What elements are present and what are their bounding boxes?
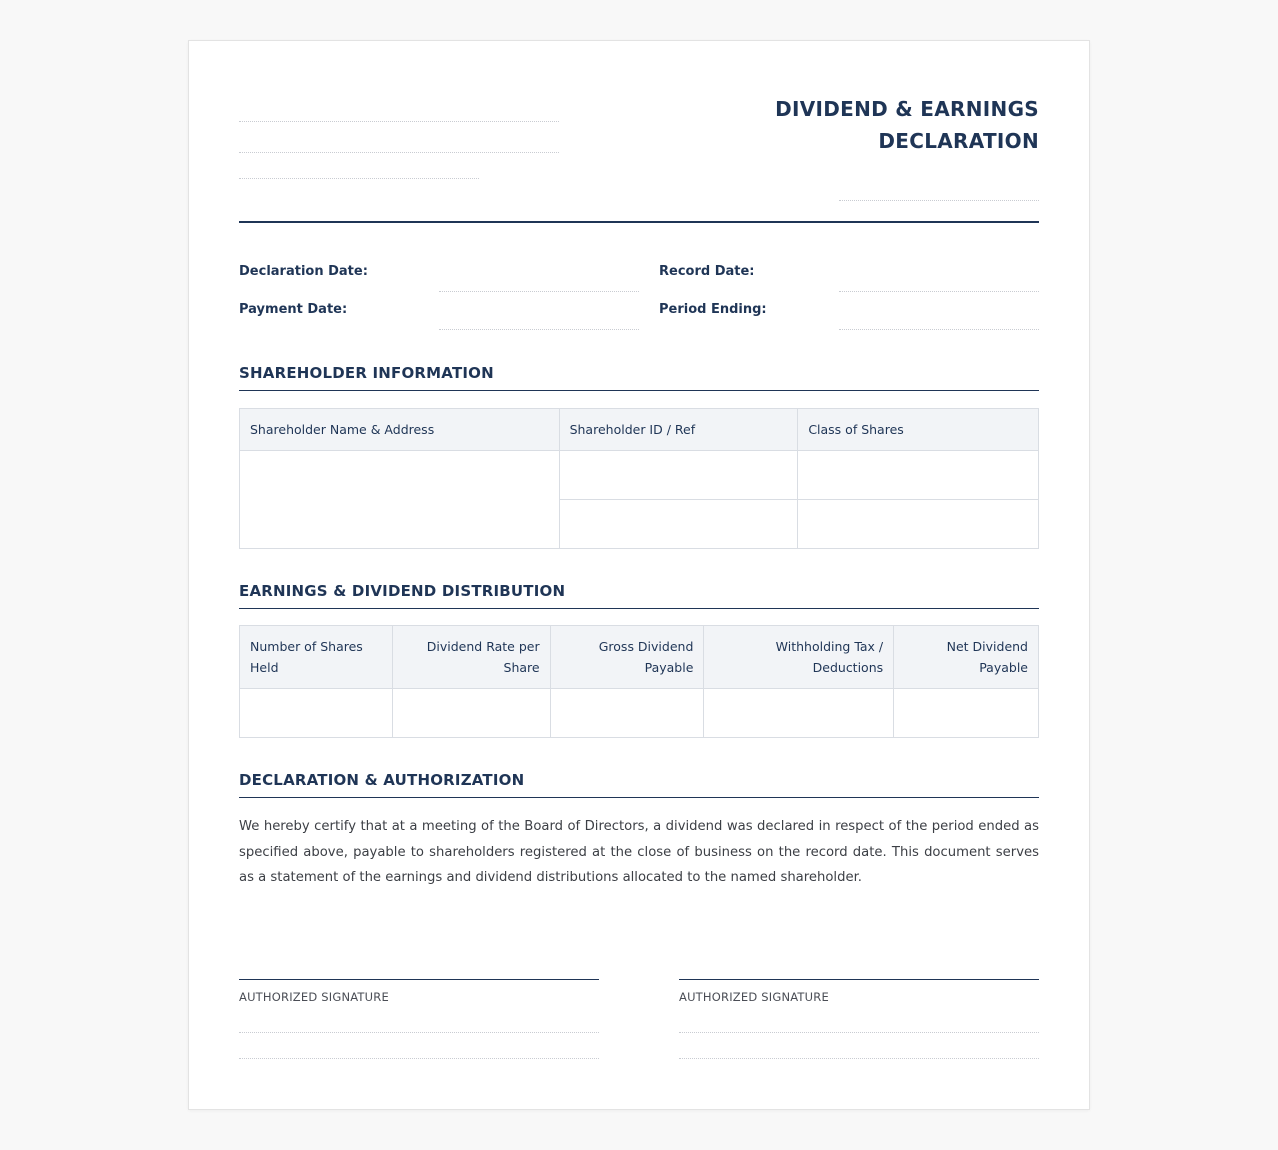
col-number-of-shares-line2: Held [250,660,279,675]
title-line-2: DECLARATION [878,129,1039,153]
col-dividend-rate-line2: Share [503,660,540,675]
col-gross-dividend-line1: Gross Dividend [598,639,694,654]
declaration-date-label: Declaration Date: [239,264,368,279]
col-number-of-shares [240,626,393,689]
number-of-shares-cell[interactable] [240,689,393,738]
signatory-name-line-left[interactable] [239,1032,599,1033]
earnings-section-title: EARNINGS & DIVIDEND DISTRIBUTION [239,582,1039,609]
col-net-dividend-line1: Net Dividend [946,639,1028,654]
col-number-of-shares-line1: Number of Shares [250,639,363,654]
col-shareholder-id: Shareholder ID / Ref [559,409,798,451]
period-ending-field[interactable] [839,329,1039,330]
document-title [719,93,1039,157]
record-date-label: Record Date: [659,264,755,279]
document-number-line [839,200,1039,201]
col-net-dividend [894,626,1039,689]
shareholder-name-cell[interactable] [240,451,560,549]
signature-label-left: AUTHORIZED SIGNATURE [239,990,389,1004]
shareholder-section-title: SHAREHOLDER INFORMATION [239,364,1039,391]
shareholder-id-cell-1[interactable] [559,451,798,500]
period-ending-label: Period Ending: [659,302,767,317]
col-dividend-rate-line1: Dividend Rate per [426,639,540,654]
signature-label-right: AUTHORIZED SIGNATURE [679,990,829,1004]
shareholder-id-cell-2[interactable] [559,500,798,549]
signatory-title-line-right[interactable] [679,1058,1039,1059]
class-of-shares-cell-1[interactable] [798,451,1039,500]
declaration-text: We hereby certify that at a meeting of the Board of Directors, a dividend was declared in respect of the period ended as specified above, payable to shareholders registered at the close of business on the record date. This document serves as a statement of the earnings and dividend distributions allocated to the named shareholder. [239,819,1039,885]
shareholder-table [239,408,1039,549]
dividend-rate-cell[interactable] [392,689,550,738]
company-contact-line [239,178,479,179]
col-dividend-rate [392,626,550,689]
record-date-field[interactable] [839,291,1039,292]
document-page [188,40,1090,1110]
company-name-line [239,121,559,122]
signatory-name-line-right[interactable] [679,1032,1039,1033]
payment-date-label: Payment Date: [239,302,348,317]
col-net-dividend-line2: Payable [979,660,1028,675]
title-line-1: DIVIDEND & EARNINGS [775,97,1039,121]
earnings-table [239,625,1039,738]
declaration-date-field[interactable] [439,291,639,292]
col-withholding-tax [704,626,894,689]
signature-line-right[interactable] [679,979,1039,980]
col-withholding-tax-line2: Deductions [812,660,884,675]
col-class-of-shares: Class of Shares [798,409,1039,451]
header-divider [239,221,1039,223]
col-gross-dividend-line2: Payable [644,660,694,675]
gross-dividend-cell[interactable] [550,689,704,738]
col-withholding-tax-line1: Withholding Tax / [775,639,884,654]
company-address-line [239,152,559,153]
signatory-title-line-left[interactable] [239,1058,599,1059]
signature-line-left[interactable] [239,979,599,980]
payment-date-field[interactable] [439,329,639,330]
class-of-shares-cell-2[interactable] [798,500,1039,549]
declaration-section-title: DECLARATION & AUTHORIZATION [239,771,1039,798]
col-gross-dividend [550,626,704,689]
withholding-tax-cell[interactable] [704,689,894,738]
net-dividend-cell[interactable] [894,689,1039,738]
col-shareholder-name: Shareholder Name & Address [240,409,560,451]
